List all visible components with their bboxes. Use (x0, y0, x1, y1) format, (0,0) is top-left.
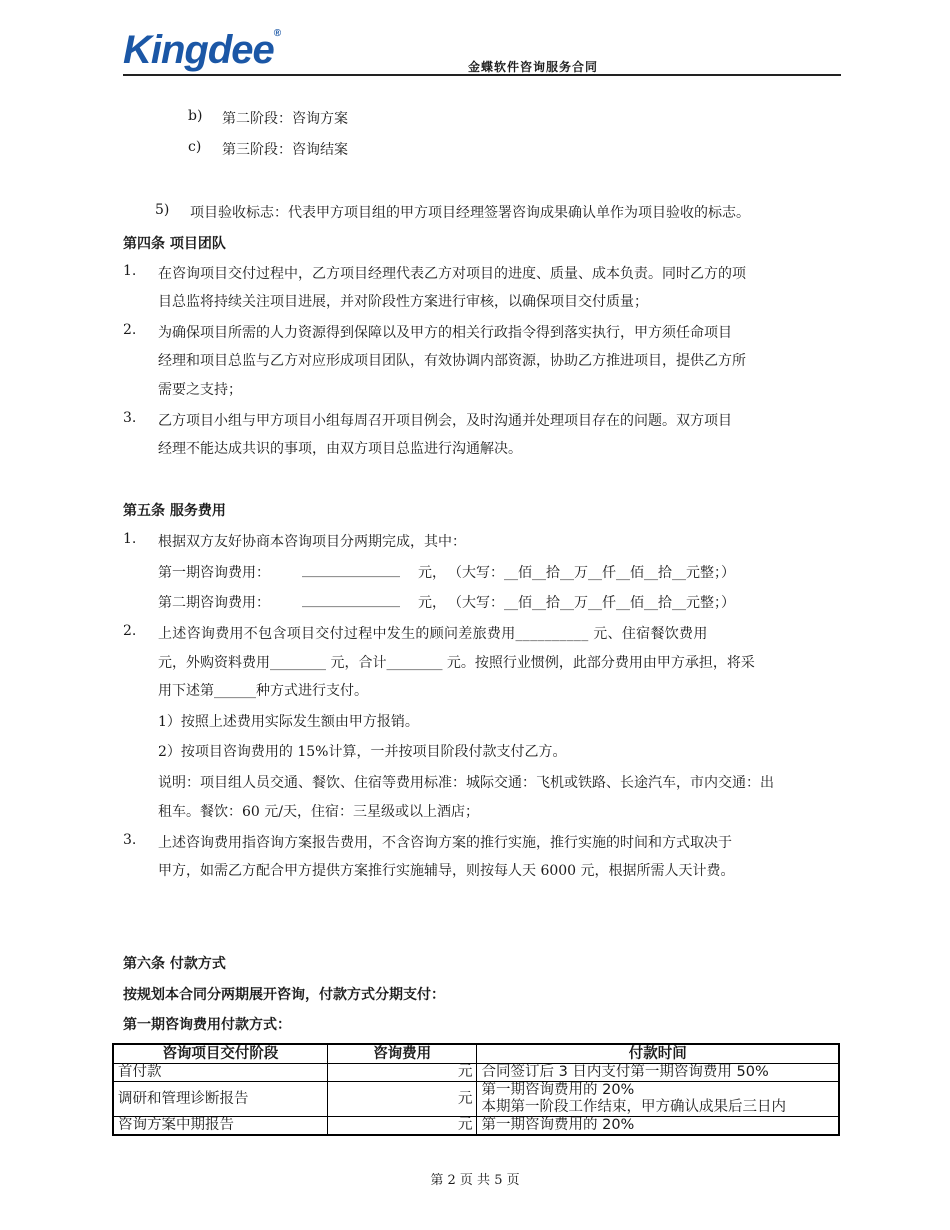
phase-text: 第二阶段：咨询方案 (222, 111, 348, 127)
list-line: 经理不能达成共识的事项，由双方项目总监进行沟通解决。 (158, 441, 522, 457)
phase-marker: c) (188, 139, 202, 155)
phase-text: 第三阶段：咨询结案 (222, 142, 348, 158)
list-marker: 1. (123, 263, 137, 279)
fee-unit: 元， (418, 595, 446, 611)
article6-subheading: 第一期咨询费用付款方式： (123, 1017, 291, 1033)
table-header-row (113, 1044, 839, 1064)
stage-cell: 调研和管理诊断报告 (113, 1082, 327, 1117)
list-line: 元，外购资料费用________ 元，合计________ 元。按照行业惯例，此部分费用由甲方承担，将采 (158, 655, 755, 671)
column-header: 咨询项目交付阶段 (113, 1044, 327, 1064)
column-header: 付款时间 (477, 1044, 839, 1064)
time-cell: 第一期咨询费用的 20% (477, 1117, 839, 1136)
header-rule (123, 74, 841, 76)
fee-daxie: （大写：__佰__拾__万__仟__佰__拾__元整；） (448, 595, 735, 611)
header-doc-title: 金蝶软件咨询服务合同 (468, 60, 599, 74)
list-line: 需要之支持； (158, 382, 242, 398)
payment-option: 2）按项目咨询费用的 15%计算，一并按项目阶段付款支付乙方。 (158, 744, 567, 760)
kingdee-logo: Kingdee® (123, 28, 281, 72)
list-line: 根据双方友好协商本咨询项目分两期完成，其中： (158, 534, 466, 550)
list-line: 为确保项目所需的人力资源得到保障以及甲方的相关行政指令得到落实执行，甲方须任命项目 (158, 325, 732, 341)
fee-label: 第二期咨询费用： (158, 595, 270, 611)
list-line: 在咨询项目交付过程中，乙方项目经理代表乙方对项目的进度、质量、成本负责。同时乙方的项 (158, 266, 746, 282)
time-line: 本期第一阶段工作结束，甲方确认成果后三日内 (481, 1099, 786, 1115)
fee-label: 第一期咨询费用： (158, 565, 270, 581)
list-line: 乙方项目小组与甲方项目小组每周召开项目例会，及时沟通并处理项目存在的问题。双方项目 (158, 413, 732, 429)
time-cell (477, 1082, 839, 1117)
list-marker: 3. (123, 410, 137, 426)
acceptance-marker: 5) (155, 202, 170, 218)
fee-cell: 元 (327, 1117, 477, 1136)
fee-cell: 元 (327, 1064, 477, 1082)
payment-option: 1）按照上述费用实际发生额由甲方报销。 (158, 714, 419, 730)
time-line: 第一期咨询费用的 20% (481, 1082, 635, 1098)
phase-marker: b) (188, 108, 203, 124)
payment-table (112, 1043, 840, 1136)
list-line: 上述咨询费用不包含项目交付过程中发生的顾问差旅费用__________ 元、住宿餐饮费用 (158, 626, 708, 642)
fee-blank: ______________ (302, 562, 400, 578)
column-header: 咨询费用 (327, 1044, 477, 1064)
list-line: 用下述第______种方式进行支付。 (158, 683, 368, 699)
fee-daxie: （大写：__佰__拾__万__仟__佰__拾__元整；） (448, 565, 735, 581)
list-line: 上述咨询费用指咨询方案报告费用，不含咨询方案的推行实施，推行实施的时间和方式取决于 (158, 835, 732, 851)
list-marker: 3. (123, 832, 137, 848)
list-marker: 2. (123, 623, 137, 639)
table-row (113, 1082, 839, 1117)
table-row (113, 1117, 839, 1136)
article6-heading: 第六条 付款方式 (123, 956, 226, 972)
note-line: 租车。餐饮：60 元/天，住宿：三星级或以上酒店； (158, 804, 479, 820)
stage-cell: 首付款 (113, 1064, 327, 1082)
list-marker: 1. (123, 531, 137, 547)
registered-mark: ® (273, 28, 281, 39)
page-number: 第 2 页 共 5 页 (430, 1173, 520, 1188)
list-line: 目总监将持续关注项目进展，并对阶段性方案进行审核，以确保项目交付质量； (158, 294, 648, 310)
acceptance-text: 项目验收标志：代表甲方项目组的甲方项目经理签署咨询成果确认单作为项目验收的标志。 (190, 205, 750, 221)
article4-heading: 第四条 项目团队 (123, 236, 226, 252)
time-cell: 合同签订后 3 日内支付第一期咨询费用 50% (477, 1064, 839, 1082)
article6-subheading: 按规划本合同分两期展开咨询，付款方式分期支付： (123, 987, 445, 1003)
list-marker: 2. (123, 322, 137, 338)
article5-heading: 第五条 服务费用 (123, 503, 226, 519)
list-line: 经理和项目总监与乙方对应形成项目团队，有效协调内部资源，协助乙方推进项目，提供乙方所 (158, 353, 746, 369)
fee-cell: 元 (327, 1082, 477, 1117)
table-row (113, 1064, 839, 1082)
list-line: 甲方，如需乙方配合甲方提供方案推行实施辅导，则按每人天 6000 元，根据所需人天计费。 (158, 863, 735, 879)
note-line: 说明：项目组人员交通、餐饮、住宿等费用标准：城际交通：飞机或铁路、长途汽车，市内交通：出 (158, 775, 774, 791)
fee-unit: 元， (418, 565, 446, 581)
fee-blank: ______________ (302, 592, 400, 608)
stage-cell: 咨询方案中期报告 (113, 1117, 327, 1136)
